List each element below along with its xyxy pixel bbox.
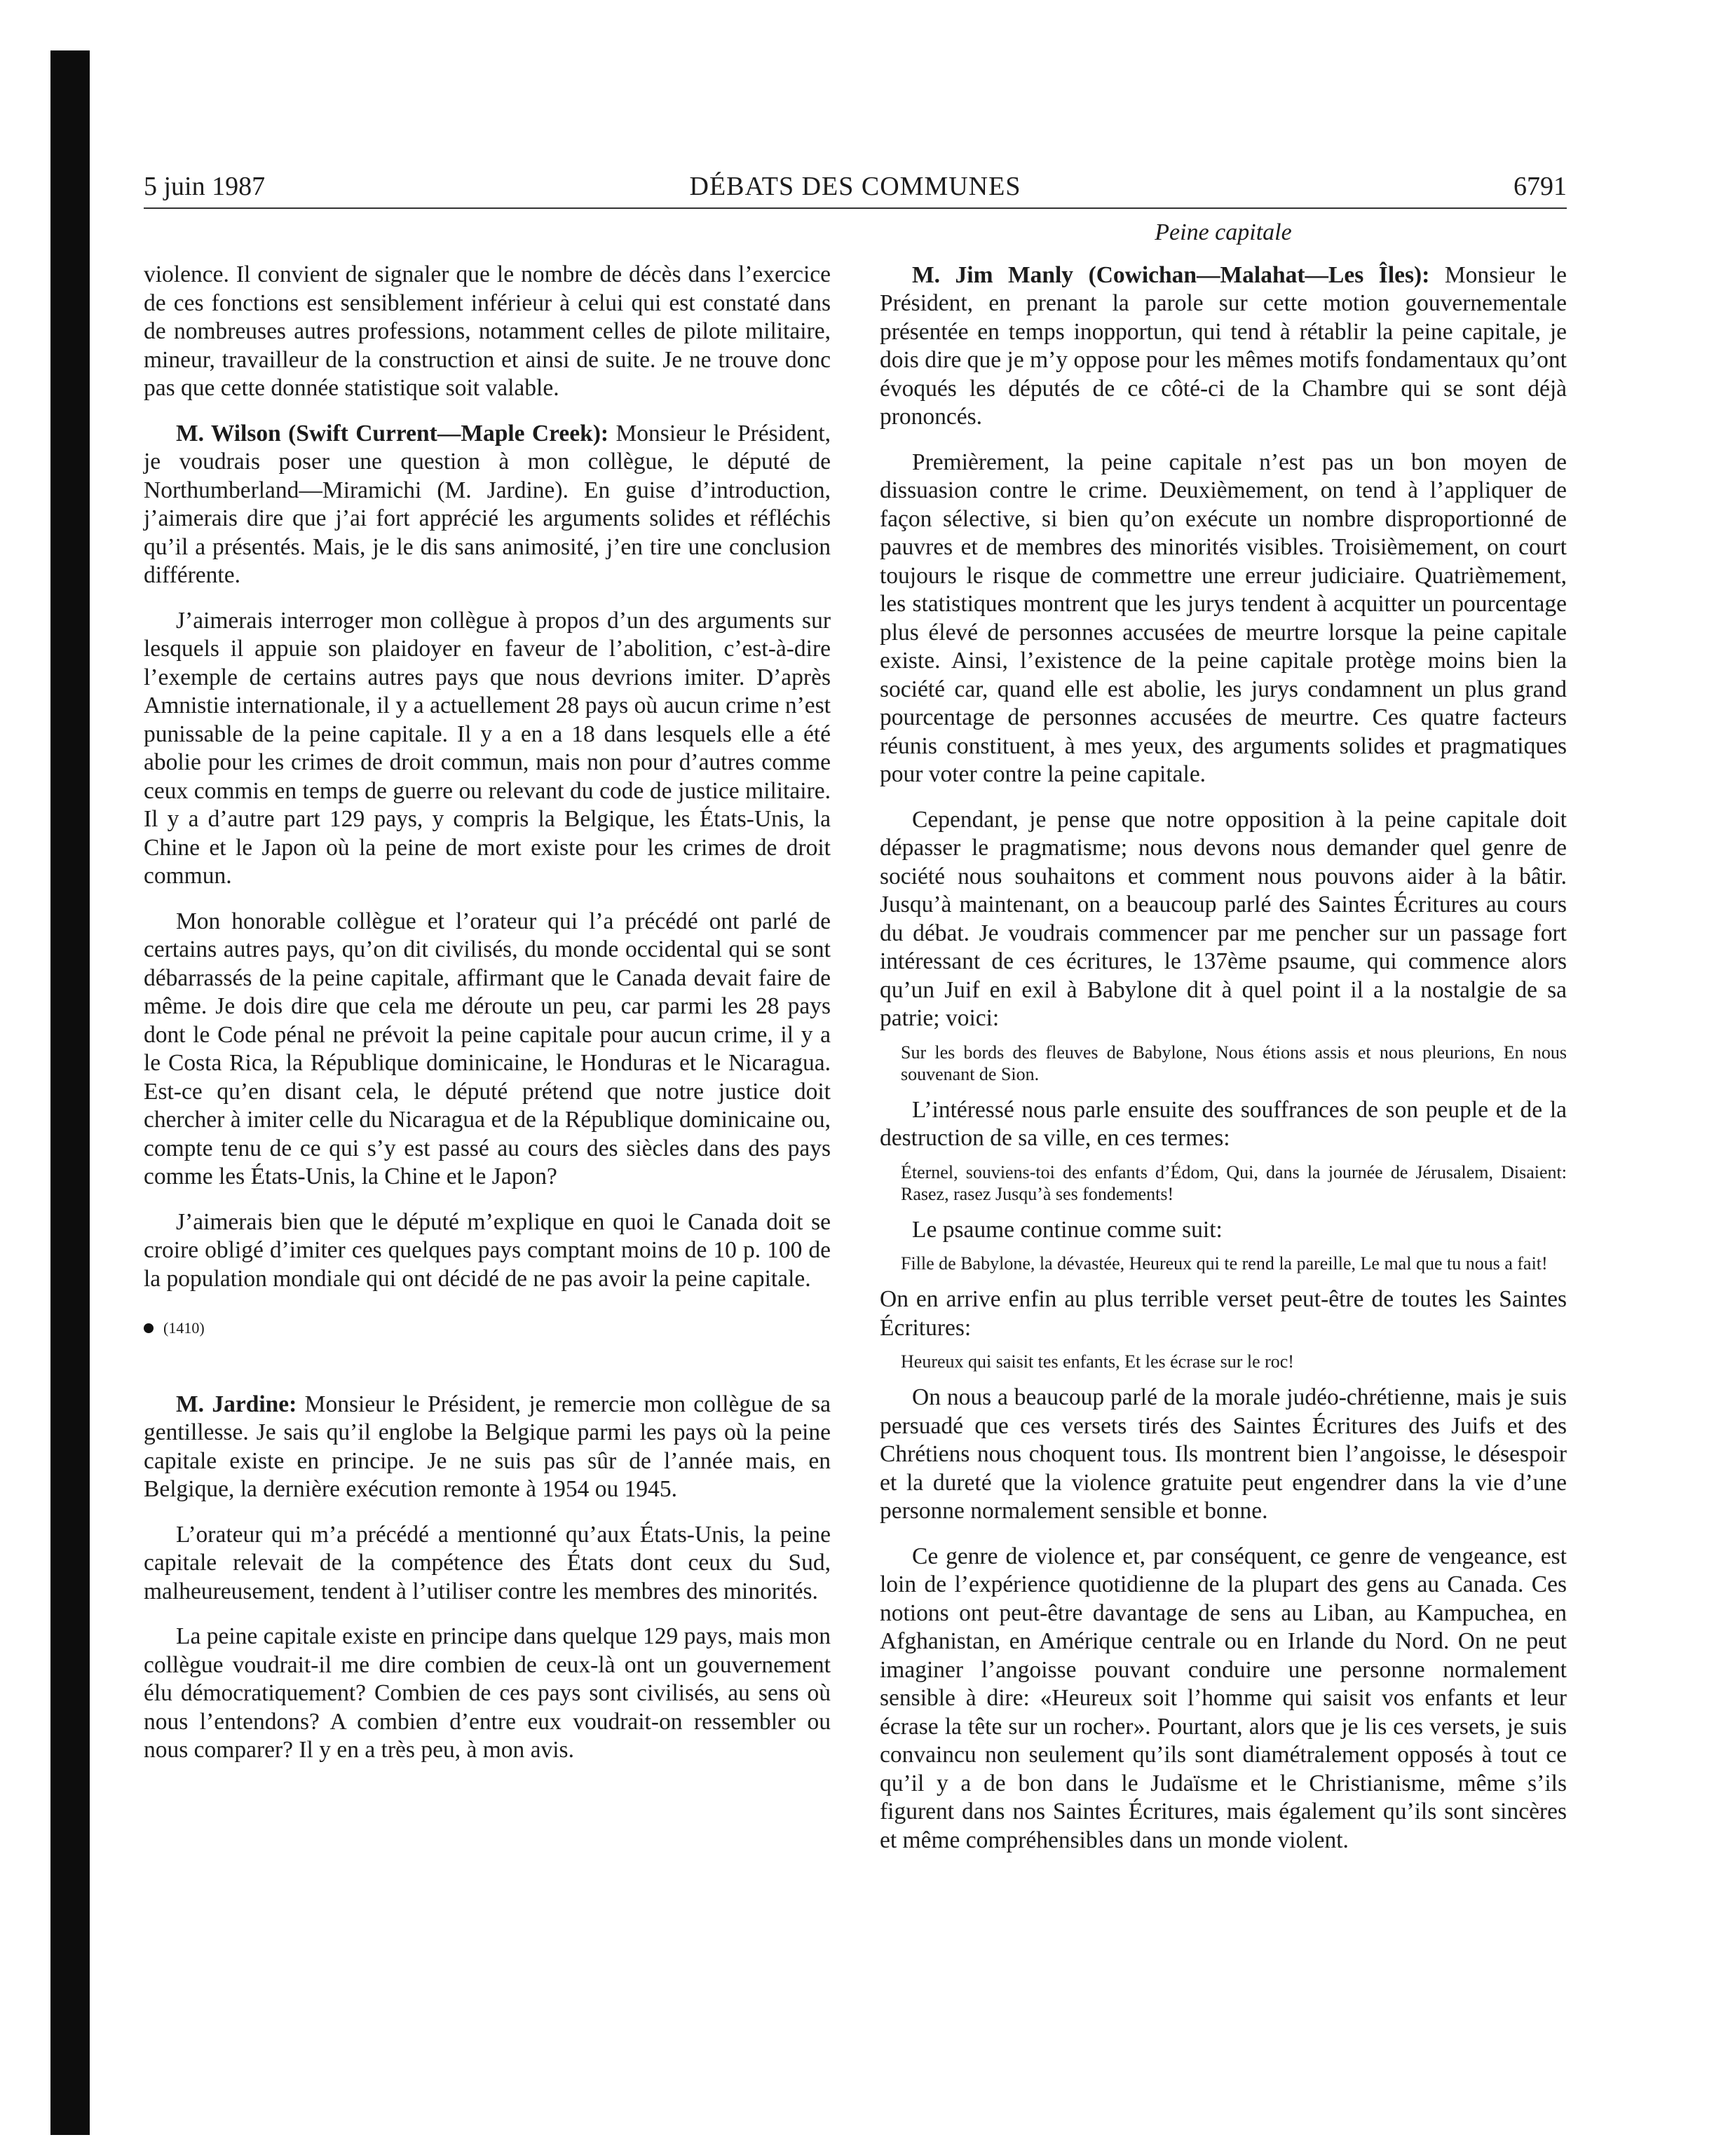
time-marker xyxy=(144,1314,831,1343)
speech-text: Monsieur le Président, en prenant la parole sur cette motion gouvernementale présentée en temps inopportun, qui tend à rétablir la peine capitale, je dois dire que je m’y oppose pour les mêmes motifs fondamentaux qu’ont évoqués les députés de ce côté-ci de la Chambre qui se sont déjà prononcés. xyxy=(880,261,1567,430)
speaker-name: M. Jim Manly (Cowichan—Malahat—Les Îles): xyxy=(912,261,1430,288)
speech-text: Monsieur le Président, je voudrais poser une question à mon collègue, le député de Northumberland—Miramichi (M. Jardine). En guise d’introduction, j’aimerais dire que j’ai fort apprécié les arguments solides et réfléchis qu’il a présentés. Mais, je le dis sans animosité, j’en tire une conclusion différente. xyxy=(144,420,831,588)
paragraph: On nous a beaucoup parlé de la morale judéo-chrétienne, mais je suis persuadé que ces versets tirés des Saintes Écritures des Juifs et des Chrétiens nous choquent tous. Ils montrent bien l’angoisse, le désespoir et la dureté que la violence gratuite peut engendrer dans la vie d’une personne normalement sensible et bonne. xyxy=(880,1384,1567,1524)
speech-manly xyxy=(880,261,1567,432)
psalm-quote: Sur les bords des fleuves de Babylone, Nous étions assis et nous pleurions, En nous souvenant de Sion. xyxy=(901,1042,1567,1084)
psalm-quote: Éternel, souviens-toi des enfants d’Édom, Qui, dans la journée de Jérusalem, Disaient: Rasez, rasez Jusqu’à ses fondements! xyxy=(901,1161,1567,1204)
paragraph: Mon honorable collègue et l’orateur qui l’a précédé ont parlé de certains autres pays, qu’on dit civilisés, du monde occidental qui se sont débarrassés de la peine capitale, affirmant que le Canada devait faire de même. Je dois dire que cela me déroute un peu, car parmi les 28 pays dont le Code pénal ne prévoit la peine capitale pour aucun crime, il y a le Costa Rica, la République dominicaine, le Honduras et le Nicaragua. Est-ce qu’en disant cela, le député prétend que notre justice doit chercher à imiter celle du Nicaragua et de la République dominicaine ou, compte tenu de ce qui s’y est passé au cours des siècles dans des pays comme les États-Unis, la Chine et le Japon? xyxy=(144,908,831,1189)
speech-text: Monsieur le Président, je remercie mon collègue de sa gentillesse. Je sais qu’il englobe la Belgique parmi les pays où la peine capitale existe en principe. Je ne suis pas sûr de l’année mais, en Belgique, la dernière exécution remonte à 1954 ou 1945. xyxy=(144,1391,831,1502)
header-page-number: 6791 xyxy=(1513,172,1567,201)
paragraph: violence. Il convient de signaler que le nombre de décès dans l’exercice de ces fonctions est sensiblement inférieur à celui qui est constaté dans de nombreuses autres professions, notamment celles de pilote militaire, mineur, travailleur de la construction et ainsi de suite. Je ne trouve donc pas que cette donnée statistique soit valable. xyxy=(144,261,831,401)
scan-edge-shadow xyxy=(50,50,90,2135)
time-marker-text: (1410) xyxy=(163,1319,205,1337)
header-title: DÉBATS DES COMMUNES xyxy=(689,172,1021,201)
speech-wilson xyxy=(144,420,831,590)
speaker-name: M. Jardine: xyxy=(176,1391,297,1417)
section-title: Peine capitale xyxy=(1155,219,1292,245)
paragraph: Ce genre de violence et, par conséquent, ce genre de vengeance, est loin de l’expérience quotidienne de la plupart des gens au Canada. Ces notions ont peut-être davantage de sens au Liban, au Kampuchea, en Afghanistan, en Amérique centrale ou en Irlande du Nord. On ne peut imaginer l’angoisse pouvant conduire une personne normalement sensible à dire: «Heureux soit l’homme qui saisit vos enfants et leur écrase la tête sur un rocher». Pourtant, alors que je lis ces versets, je suis convaincu non seulement qu’ils sont diamétralement opposés à tout ce qu’il y a de bon dans le Judaïsme et le Christianisme, même s’ils figurent dans nos Saintes Écritures, mais également qu’ils sont sincères et même compréhensibles dans un monde violent. xyxy=(880,1543,1567,1853)
paragraph: L’intéressé nous parle ensuite des souffrances de son peuple et de la destruction de sa ville, en ces termes: xyxy=(880,1096,1567,1151)
right-column xyxy=(880,219,1567,1871)
header-date: 5 juin 1987 xyxy=(144,172,266,201)
paragraph: Cependant, je pense que notre opposition à la peine capitale doit dépasser le pragmatisme; nous devons nous demander quel genre de société nous souhaitons et comment nous pouvons aider à la bâtir. Jusqu’à maintenant, on a beaucoup parlé des Saintes Écritures au cours du débat. Je voudrais commencer par me pencher sur un passage fort intéressant de ces écritures, le 137ème psaume, qui commence alors qu’un Juif en exil à Babylone dit à quel point il a la nostalgie de sa patrie; voici: xyxy=(880,806,1567,1031)
paragraph: L’orateur qui m’a précédé a mentionné qu’aux États-Unis, la peine capitale relevait de la compétence des États dont ceux du Sud, malheureusement, tendent à l’utiliser contre les membres des minorités. xyxy=(144,1521,831,1604)
paragraph: On en arrive enfin au plus terrible verset peut-être de toutes les Saintes Écritures: xyxy=(880,1286,1567,1341)
psalm-quote: Heureux qui saisit tes enfants, Et les écrase sur le roc! xyxy=(901,1351,1294,1372)
paragraph: Premièrement, la peine capitale n’est pas un bon moyen de dissuasion contre le crime. Deuxièmement, on tend à l’appliquer de façon sélective, si bien qu’on exécute un nombre disproportionné de pauvres et de membres des minorités visibles. Troisièmement, on court toujours le risque de commettre une erreur judiciaire. Quatrièmement, les statistiques montrent que les jurys tendent à acquitter un pourcentage plus élevé de personnes accusées de meurtre lorsque la peine capitale existe. Ainsi, l’existence de la peine capitale protège moins bien la société car, quand elle est abolie, les jurys condamnent un plus grand pourcentage de personnes accusées de meurtre. Ces quatre facteurs réunis constituent, à mes yeux, des arguments solides et pragmatiques pour voter contre la peine capitale. xyxy=(880,449,1567,787)
page-header xyxy=(144,165,1567,209)
paragraph: J’aimerais bien que le député m’explique en quoi le Canada doit se croire obligé d’imiter ces quelques pays comptant moins de 10 p. 100 de la population mondiale qui ont décidé de ne pas avoir la peine capitale. xyxy=(144,1208,831,1292)
psalm-quote: Fille de Babylone, la dévastée, Heureux qui te rend la pareille, Le mal que tu nous a fait! xyxy=(901,1253,1548,1274)
document-page xyxy=(144,0,1567,2156)
paragraph: La peine capitale existe en principe dans quelque 129 pays, mais mon collègue voudrait-il me dire combien de ceux-là ont un gouvernement élu démocratiquement? Combien de ces pays sont civilisés, au sens où nous l’entendons? A combien d’entre eux voudrait-on ressembler ou nous comparer? Il y en a très peu, à mon avis. xyxy=(144,1623,831,1763)
speaker-name: M. Wilson (Swift Current—Maple Creek): xyxy=(176,420,609,446)
left-column xyxy=(144,261,831,1782)
bullet-icon xyxy=(144,1323,154,1333)
speech-jardine xyxy=(144,1391,831,1504)
paragraph: Le psaume continue comme suit: xyxy=(912,1216,1223,1243)
paragraph: J’aimerais interroger mon collègue à propos d’un des arguments sur lesquels il appuie son plaidoyer en faveur de l’abolition, c’est-à-dire l’exemple de certains autres pays que nous devrions imiter. D’après Amnistie internationale, il y a actuellement 28 pays où aucun crime n’est punissable de la peine capitale. Il y a en a 18 dans lesquels elle a été abolie pour les crimes de droit commun, mais non pour d’autres comme ceux commis en temps de guerre ou relevant du code de justice militaire. Il y a d’autre part 129 pays, y compris la Belgique, les États-Unis, la Chine et le Japon où la peine de mort existe pour les crimes de droit commun. xyxy=(144,607,831,889)
